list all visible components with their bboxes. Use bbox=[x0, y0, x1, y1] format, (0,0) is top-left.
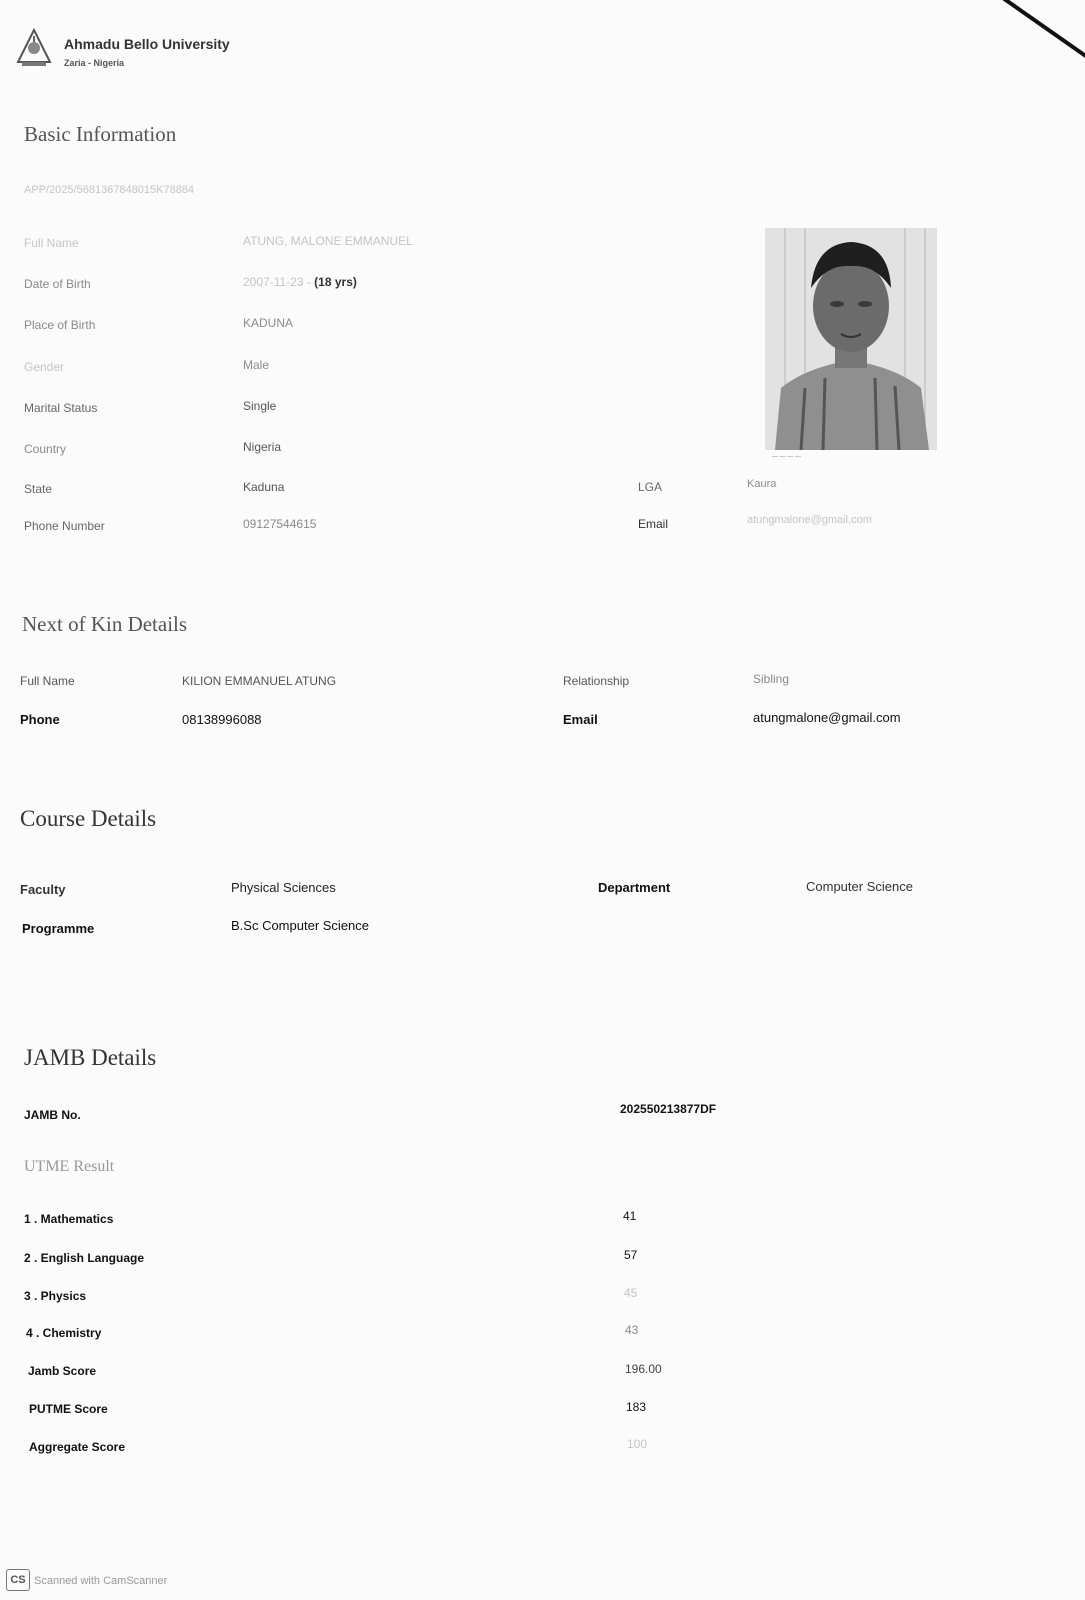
place-of-birth-value: KADUNA bbox=[243, 316, 294, 330]
photo-caption: — — — — bbox=[772, 454, 802, 460]
subject-3-name: 3 . Physics bbox=[24, 1289, 87, 1303]
full-name-value: ATUNG, MALONE EMMANUEL bbox=[243, 234, 413, 248]
faculty-label: Faculty bbox=[20, 882, 66, 897]
basic-info-title: Basic Information bbox=[24, 122, 177, 146]
subject-1-score: 41 bbox=[623, 1209, 637, 1223]
subject-2-name: 2 . English Language bbox=[24, 1251, 145, 1265]
state-label: State bbox=[24, 482, 53, 496]
university-name: Ahmadu Bello University bbox=[64, 36, 230, 52]
passport-photo bbox=[765, 228, 937, 450]
dob-label: Date of Birth bbox=[24, 277, 91, 291]
place-of-birth-label: Place of Birth bbox=[24, 318, 96, 332]
gender-value: Male bbox=[243, 358, 270, 372]
marital-status-value: Single bbox=[243, 399, 277, 413]
subject-4-score: 43 bbox=[625, 1323, 639, 1337]
kin-full-name-value: KILION EMMANUEL ATUNG bbox=[182, 674, 337, 688]
lga-value: Kaura bbox=[747, 478, 777, 490]
country-value: Nigeria bbox=[243, 440, 282, 454]
kin-email-label: Email bbox=[563, 712, 598, 727]
dob-value: 2007-11-23 - (18 yrs) bbox=[243, 275, 357, 289]
email-value: atungmalone@gmail.com bbox=[747, 514, 872, 526]
university-location: Zaria - Nigeria bbox=[64, 58, 125, 68]
putme-score-label: PUTME Score bbox=[29, 1402, 108, 1416]
camscanner-logo-icon: CS bbox=[6, 1569, 30, 1591]
full-name-label: Full Name bbox=[24, 236, 79, 250]
aggregate-score-value: 100 bbox=[627, 1437, 648, 1451]
jamb-number-value: 202550213877DF bbox=[620, 1102, 717, 1116]
marital-status-label: Marital Status bbox=[24, 401, 98, 415]
gender-label: Gender bbox=[24, 360, 65, 374]
phone-number-label: Phone Number bbox=[24, 519, 105, 533]
department-label: Department bbox=[598, 880, 671, 895]
application-number: APP/2025/5681367848015K78884 bbox=[24, 184, 195, 196]
relationship-value: Sibling bbox=[753, 672, 790, 686]
jamb-score-value: 196.00 bbox=[625, 1362, 662, 1376]
course-details-title: Course Details bbox=[20, 806, 157, 831]
aggregate-score-label: Aggregate Score bbox=[29, 1440, 126, 1454]
state-value: Kaduna bbox=[243, 480, 285, 494]
jamb-number-label: JAMB No. bbox=[24, 1108, 81, 1122]
kin-email-value: atungmalone@gmail.com bbox=[753, 710, 901, 725]
subject-3-score: 45 bbox=[624, 1286, 638, 1300]
utme-result-title: UTME Result bbox=[24, 1158, 115, 1175]
lga-label: LGA bbox=[638, 480, 663, 494]
kin-phone-label: Phone bbox=[20, 712, 60, 727]
programme-value: B.Sc Computer Science bbox=[231, 918, 370, 933]
age-value: (18 yrs) bbox=[314, 275, 357, 289]
putme-score-value: 183 bbox=[626, 1400, 647, 1414]
relationship-label: Relationship bbox=[563, 674, 630, 688]
subject-2-score: 57 bbox=[624, 1248, 638, 1262]
email-label: Email bbox=[638, 517, 669, 531]
jamb-details-title: JAMB Details bbox=[24, 1045, 157, 1070]
subject-1-name: 1 . Mathematics bbox=[24, 1212, 114, 1226]
kin-phone-value: 08138996088 bbox=[182, 712, 262, 727]
department-value: Computer Science bbox=[806, 879, 913, 894]
country-label: Country bbox=[24, 442, 67, 456]
programme-label: Programme bbox=[22, 921, 95, 936]
jamb-score-label: Jamb Score bbox=[28, 1364, 97, 1378]
next-of-kin-title: Next of Kin Details bbox=[22, 612, 188, 636]
scanner-watermark: Scanned with CamScanner bbox=[34, 1575, 168, 1587]
university-logo-icon bbox=[14, 28, 54, 68]
phone-number-value: 09127544615 bbox=[243, 517, 317, 531]
kin-full-name-label: Full Name bbox=[20, 674, 75, 688]
faculty-value: Physical Sciences bbox=[231, 880, 336, 895]
subject-4-name: 4 . Chemistry bbox=[26, 1326, 102, 1340]
scan-edge-mark bbox=[993, 0, 1085, 62]
